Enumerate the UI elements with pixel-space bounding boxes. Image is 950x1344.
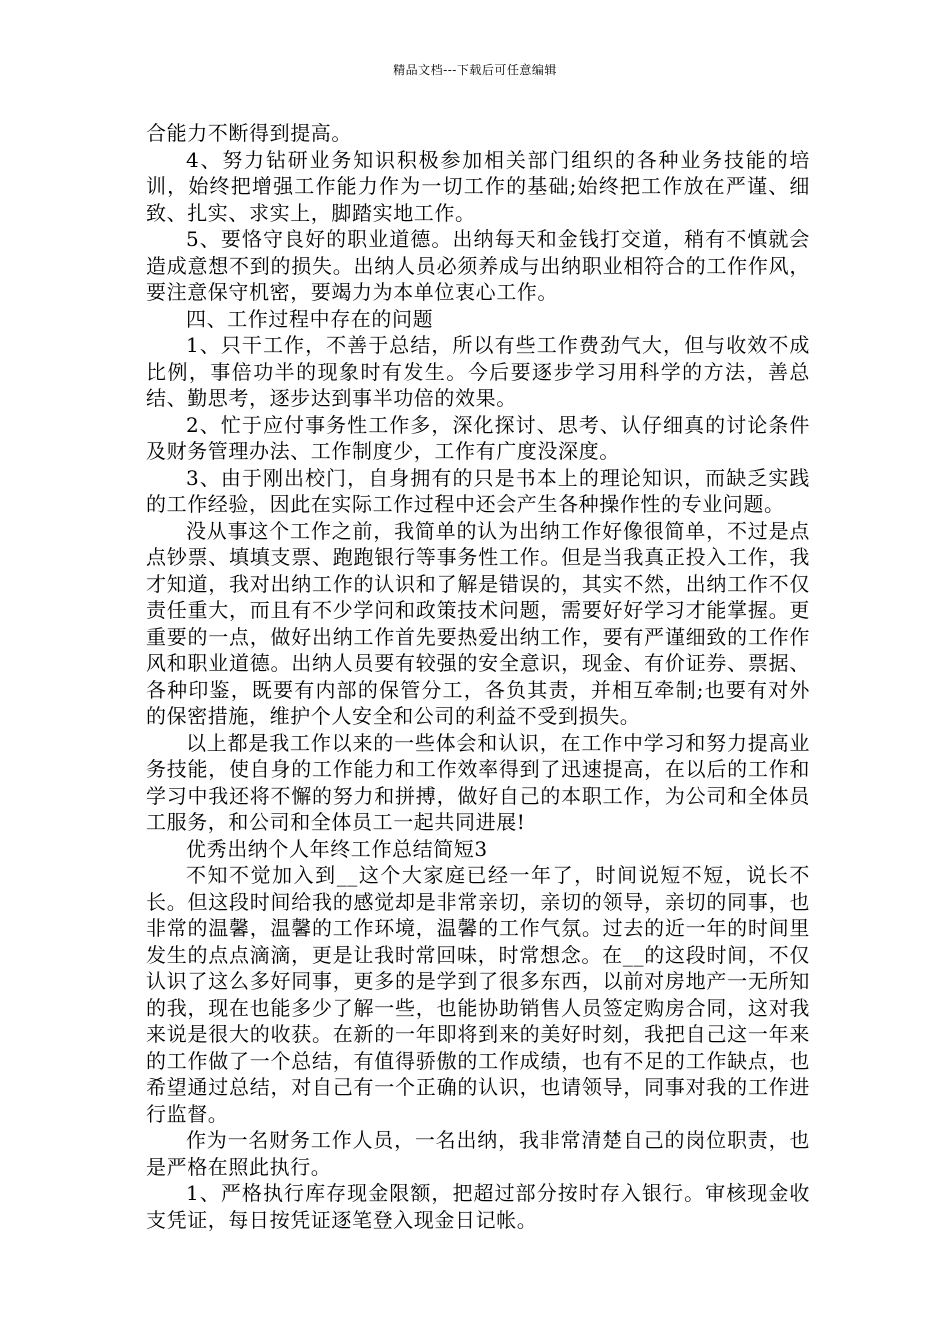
- section-heading-problems: 四、工作过程中存在的问题: [186, 306, 434, 331]
- paragraph-item-5: 5、要恪守良好的职业道德。出纳每天和金钱打交道，稍有不慎就会造成意想不到的损失。出纳人员必须养成与出纳职业相符合的工作作风，要注意保守机密，要竭力为本单位衷心工作。: [146, 227, 810, 304]
- paragraph-problem-1: 1、只干工作，不善于总结，所以有些工作费劲气大，但与收效不成比例，事倍功半的现象时有发生。今后要逐步学习用科学的方法，善总结、勤思考，逐步达到事半功倍的效果。: [146, 333, 810, 410]
- paragraph-problem-2: 2、忙于应付事务性工作多，深化探讨、思考、认仔细真的讨论条件及财务管理办法、工作制度少，工作有广度没深度。: [146, 412, 810, 463]
- page-header: 精品文档---下载后可任意编辑: [393, 63, 557, 77]
- paragraph-problem-3: 3、由于刚出校门，自身拥有的只是书本上的理论知识，而缺乏实践的工作经验，因此在实际工作过程中还会产生各种操作性的专业问题。: [146, 465, 810, 516]
- section-title-summary-3: 优秀出纳个人年终工作总结简短3: [186, 836, 488, 861]
- document-body: [146, 120, 810, 1233]
- paragraph-conclusion: 以上都是我工作以来的一些体会和认识，在工作中学习和努力提高业务技能，使自身的工作能力和工作效率得到了迅速提高，在以后的工作和学习中我还将不懈的努力和拼搏，做好自己的本职工作，为公司和全体员工服务，和公司和全体员工一起共同进展!: [146, 730, 810, 834]
- paragraph-continuation: 合能力不断得到提高。: [146, 121, 352, 145]
- paragraph-role: 作为一名财务工作人员，一名出纳，我非常清楚自己的岗位职责，也是严格在照此执行。: [146, 1128, 810, 1179]
- paragraph-duty-1: 1、严格执行库存现金限额，把超过部分按时存入银行。审核现金收支凭证，每日按凭证逐笔登入现金日记帐。: [146, 1181, 810, 1232]
- paragraph-item-4: 4、努力钻研业务知识积极参加相关部门组织的各种业务技能的培训，始终把增强工作能力作为一切工作的基础;始终把工作放在严谨、细致、扎实、求实上，脚踏实地工作。: [146, 147, 810, 225]
- paragraph-intro: 不知不觉加入到__这个大家庭已经一年了，时间说短不短，说长不长。但这段时间给我的感觉却是非常亲切，亲切的领导，亲切的同事，也非常的温馨，温馨的工作环境，温馨的工作气氛。过去的近一年的时间里发生的点点滴滴，更是让我时常回味，时常想念。在__的这段时间，不仅认识了这么多好同事，更多的是学到了很多东西，以前对房地产一无所知的我，现在也能多少了解一些，也能协助销售人员签定购房合同，这对我来说是很大的收获。在新的一年即将到来的美好时刻，我把自己这一年来的工作做了一个总结，有值得骄傲的工作成绩，也有不足的工作缺点，也希望通过总结，对自己有一个正确的认识，也请领导，同事对我的工作进行监督。: [146, 863, 810, 1126]
- paragraph-reflection: 没从事这个工作之前，我简单的认为出纳工作好像很简单，不过是点点钞票、填填支票、跑跑银行等事务性工作。但是当我真正投入工作，我才知道，我对出纳工作的认识和了解是错误的，其实不然，出纳工作不仅责任重大，而且有不少学问和政策技术问题，需要好好学习才能掌握。更重要的一点，做好出纳工作首先要热爱出纳工作，要有严谨细致的工作作风和职业道德。出纳人员要有较强的安全意识，现金、有价证券、票据、各种印鉴，既要有内部的保管分工，各负其责，并相互牵制;也要有对外的保密措施，维护个人安全和公司的利益不受到损失。: [146, 518, 810, 728]
